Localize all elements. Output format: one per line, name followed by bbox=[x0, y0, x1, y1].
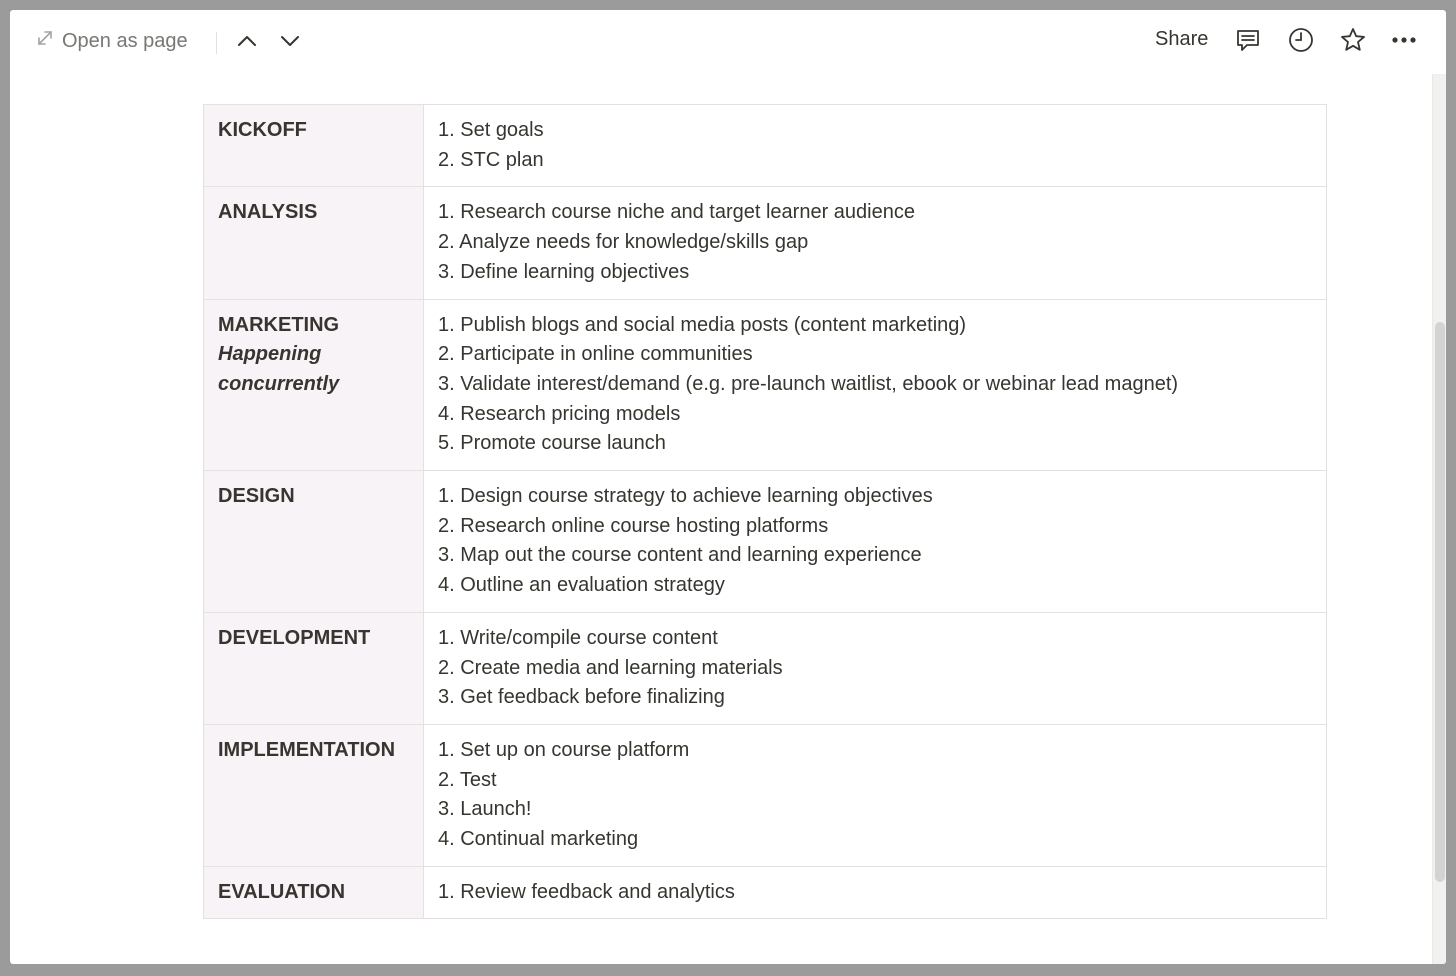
tasks-cell[interactable] bbox=[424, 471, 1327, 613]
phase-label: DEVELOPMENT bbox=[218, 626, 371, 649]
phase-label: KICKOFF bbox=[218, 119, 307, 141]
phase-label: EVALUATION bbox=[218, 880, 346, 903]
task-item: 3. Map out the course content and learning experience bbox=[438, 544, 922, 567]
tasks-cell[interactable] bbox=[424, 866, 1327, 919]
phase-label: ANALYSIS bbox=[218, 201, 318, 224]
phase-cell[interactable] bbox=[204, 187, 424, 299]
star-icon bbox=[1339, 26, 1367, 59]
scrollbar[interactable] bbox=[1432, 74, 1446, 964]
favorite-button[interactable] bbox=[1337, 26, 1369, 58]
task-item: 4. Continual marketing bbox=[438, 828, 639, 851]
table-row bbox=[204, 866, 1327, 919]
phase-note: Happening concurrently bbox=[218, 343, 340, 395]
phases-table bbox=[203, 104, 1327, 919]
updates-button[interactable] bbox=[1285, 26, 1317, 58]
task-item: 2. Research online course hosting platforms bbox=[438, 514, 829, 537]
table-row bbox=[204, 105, 1327, 187]
task-item: 3. Get feedback before finalizing bbox=[438, 686, 725, 709]
phase-cell[interactable] bbox=[204, 299, 424, 471]
task-item: 2. STC plan bbox=[438, 148, 544, 171]
task-item: 3. Define learning objectives bbox=[438, 260, 690, 283]
task-item: 2. Participate in online communities bbox=[438, 343, 753, 366]
task-item: 1. Research course niche and target learner audience bbox=[438, 201, 915, 224]
task-item: 1. Set up on course platform bbox=[438, 738, 690, 761]
phase-cell[interactable] bbox=[204, 105, 424, 187]
table-row bbox=[204, 471, 1327, 613]
table-row bbox=[204, 187, 1327, 299]
table-row bbox=[204, 612, 1327, 724]
peek-panel bbox=[10, 10, 1446, 964]
phase-label: DESIGN bbox=[218, 485, 295, 508]
phase-cell[interactable] bbox=[204, 471, 424, 613]
task-item: 2. Create media and learning materials bbox=[438, 656, 783, 679]
phase-cell[interactable] bbox=[204, 866, 424, 919]
task-item: 1. Write/compile course content bbox=[438, 626, 718, 649]
phase-label: IMPLEMENTATION bbox=[218, 738, 396, 761]
task-item: 2. Test bbox=[438, 768, 497, 791]
more-button[interactable] bbox=[1388, 26, 1420, 58]
task-item: 1. Review feedback and analytics bbox=[438, 880, 735, 903]
next-page-button[interactable] bbox=[275, 28, 305, 58]
comment-icon bbox=[1234, 26, 1262, 59]
clock-icon bbox=[1287, 26, 1315, 59]
chevron-down-icon bbox=[279, 30, 301, 57]
previous-page-button[interactable] bbox=[232, 28, 262, 58]
task-item: 3. Validate interest/demand (e.g. pre-launch waitlist, ebook or webinar lead magnet) bbox=[438, 372, 1179, 395]
phase-cell[interactable] bbox=[204, 724, 424, 866]
phase-cell[interactable] bbox=[204, 612, 424, 724]
task-item: 5. Promote course launch bbox=[438, 432, 666, 455]
top-bar bbox=[10, 10, 1446, 74]
tasks-cell[interactable] bbox=[424, 612, 1327, 724]
task-item: 1. Design course strategy to achieve learning objectives bbox=[438, 485, 933, 508]
share-button[interactable]: Share bbox=[1155, 28, 1209, 50]
tasks-cell[interactable] bbox=[424, 187, 1327, 299]
task-item: 3. Launch! bbox=[438, 798, 532, 821]
open-as-page-button[interactable] bbox=[36, 29, 188, 53]
phases-table-container bbox=[203, 104, 1327, 919]
tasks-cell[interactable] bbox=[424, 105, 1327, 187]
more-horizontal-icon bbox=[1390, 26, 1418, 59]
task-item: 4. Outline an evaluation strategy bbox=[438, 574, 725, 597]
chevron-up-icon bbox=[236, 30, 258, 57]
task-item: 2. Analyze needs for knowledge/skills gap bbox=[438, 231, 809, 254]
tasks-cell[interactable] bbox=[424, 724, 1327, 866]
task-item: 4. Research pricing models bbox=[438, 402, 681, 425]
expand-arrows-icon bbox=[36, 29, 54, 53]
comments-button[interactable] bbox=[1232, 26, 1264, 58]
task-item: 1. Publish blogs and social media posts (content marketing) bbox=[438, 313, 967, 336]
table-row bbox=[204, 724, 1327, 866]
open-as-page-label: Open as page bbox=[62, 29, 188, 52]
task-item: 1. Set goals bbox=[438, 119, 544, 141]
tasks-cell[interactable] bbox=[424, 299, 1327, 471]
phase-label: MARKETING bbox=[218, 313, 340, 336]
toolbar-divider bbox=[216, 32, 217, 54]
scrollbar-thumb[interactable] bbox=[1435, 322, 1445, 882]
table-row bbox=[204, 299, 1327, 471]
